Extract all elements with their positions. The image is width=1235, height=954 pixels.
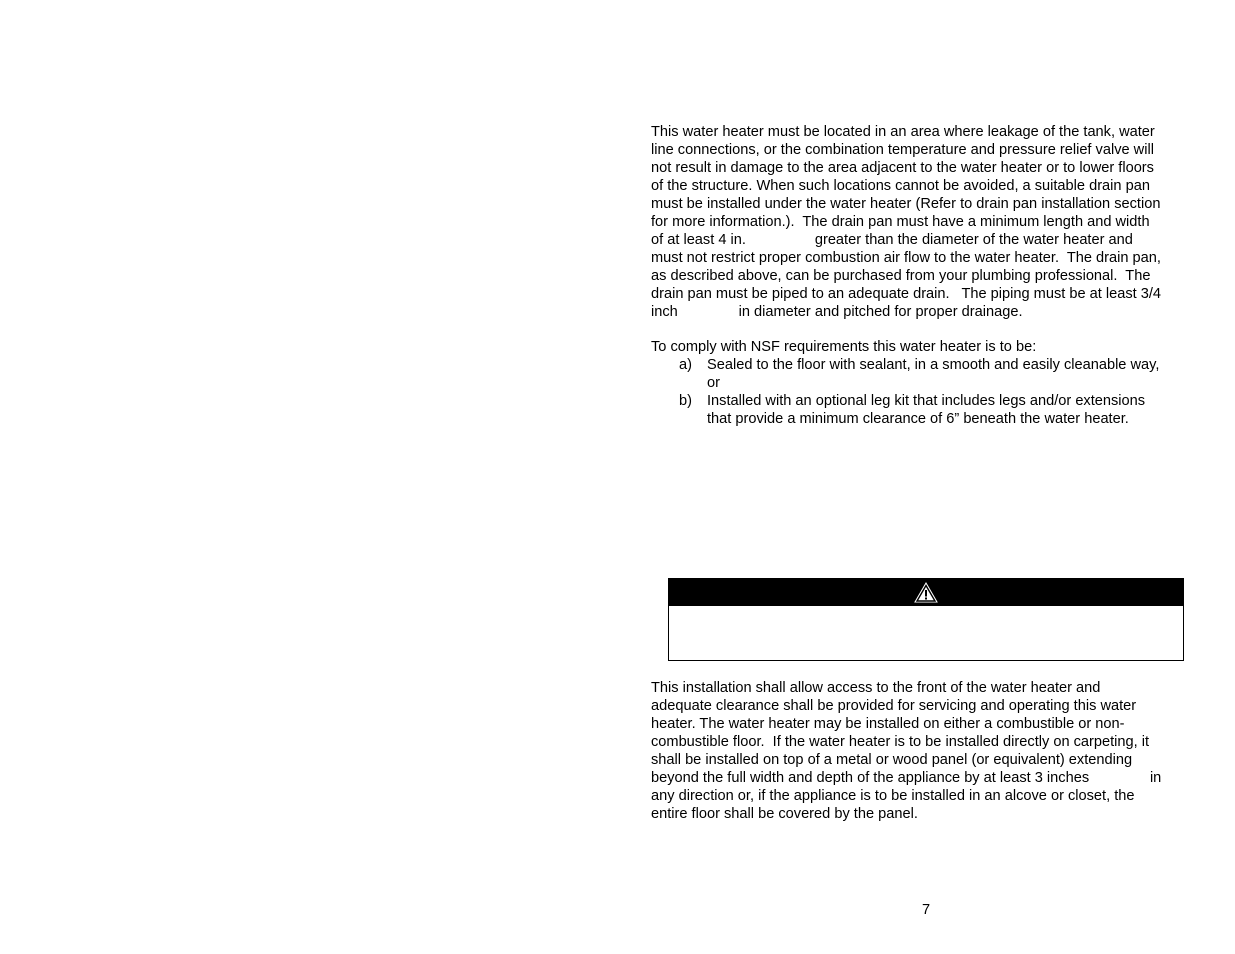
installation-clearance-paragraph — [651, 679, 1206, 823]
text-line: shall be installed on top of a metal or wood panel (or equivalent) extending — [651, 752, 1133, 768]
text-line: This installation shall allow access to the front of the water heater and — [651, 680, 1101, 696]
text-line: heater. The water heater may be installed on either a combustible or non- — [651, 716, 1125, 732]
text-line: must be installed under the water heater (Refer to drain pan installation section — [651, 196, 1161, 212]
text-line: line connections, or the combination temperature and pressure relief valve will — [651, 142, 1154, 158]
text-line: any direction or, if the appliance is to be installed in an alcove or closet, the — [651, 788, 1135, 804]
list-item — [651, 392, 1206, 428]
text-line: inch in diameter and pitched for proper drainage. — [651, 304, 1023, 320]
text-line: beyond the full width and depth of the appliance by at least 3 inches in — [651, 770, 1162, 786]
list-marker: a) — [679, 357, 692, 373]
nsf-requirements-section — [651, 338, 1206, 428]
text-line: drain pan must be piped to an adequate drain. The piping must be at least 3/4 — [651, 286, 1162, 302]
list-item-text: that provide a minimum clearance of 6” beneath the water heater. — [707, 411, 1129, 427]
warning-box — [668, 578, 1184, 661]
text-line: combustible floor. If the water heater is to be installed directly on carpeting, it — [651, 734, 1150, 750]
text-line: for more information.). The drain pan must have a minimum length and width — [651, 214, 1150, 230]
text-line: entire floor shall be covered by the panel. — [651, 806, 918, 822]
nsf-intro: To comply with NSF requirements this water heater is to be: — [651, 339, 1037, 355]
text-line: as described above, can be purchased from your plumbing professional. The — [651, 268, 1151, 284]
list-item-text: or — [707, 375, 720, 391]
text-line: not result in damage to the area adjacent to the water heater or to lower floors — [651, 160, 1154, 176]
text-line: of at least 4 in. greater than the diameter of the water heater and — [651, 232, 1133, 248]
warning-triangle-icon — [914, 582, 938, 603]
list-item-text: Sealed to the floor with sealant, in a smooth and easily cleanable way, — [707, 357, 1160, 373]
list-marker: b) — [679, 393, 692, 409]
text-line: must not restrict proper combustion air flow to the water heater. The drain pan, — [651, 250, 1161, 266]
text-line: adequate clearance shall be provided for servicing and operating this water — [651, 698, 1137, 714]
drain-pan-paragraph — [651, 123, 1206, 321]
list-item — [651, 356, 1206, 392]
page-number: 7 — [921, 902, 931, 918]
text-line: of the structure. When such locations cannot be avoided, a suitable drain pan — [651, 178, 1150, 194]
warning-header-bar — [669, 579, 1183, 606]
text-line: This water heater must be located in an area where leakage of the tank, water — [651, 124, 1155, 140]
list-item-text: Installed with an optional leg kit that includes legs and/or extensions — [707, 393, 1146, 409]
